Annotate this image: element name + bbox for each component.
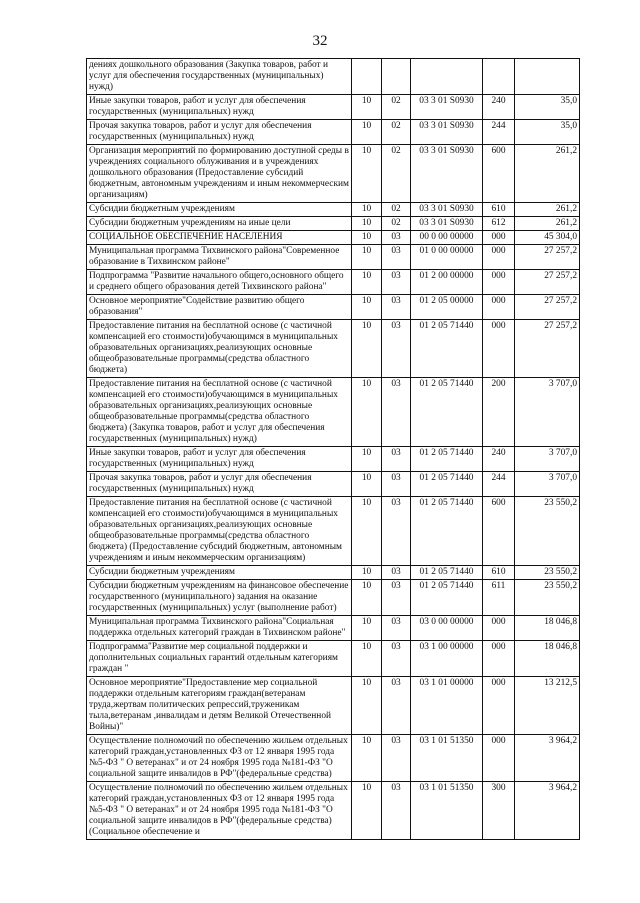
amount: 27 257,2: [515, 295, 580, 320]
expense-type-code: 200: [483, 378, 515, 447]
subsection-code: 02: [382, 217, 411, 231]
subsection-code: 03: [382, 270, 411, 295]
section-code: 10: [352, 497, 382, 566]
section-code: 10: [352, 320, 382, 378]
table-row: [87, 566, 580, 580]
subsection-code: [382, 59, 411, 95]
expense-type-code: 000: [483, 231, 515, 245]
amount: 23 550,2: [515, 497, 580, 566]
amount: 18 046,8: [515, 641, 580, 677]
table-row: [87, 270, 580, 295]
subsection-code: 03: [382, 497, 411, 566]
amount: 27 257,2: [515, 245, 580, 270]
section-code: 10: [352, 580, 382, 616]
amount: 3 707,0: [515, 447, 580, 472]
subsection-code: 03: [382, 378, 411, 447]
target-article-code: 01 2 05 71440: [411, 497, 483, 566]
item-name: Предоставление питания на бесплатной основе (с частичной компенсацией его стоимости)обучающимся в муниципальных образовательных организациях,реализующих основные общеобразовательные программы(средства областного бюджета): [87, 320, 352, 378]
section-code: 10: [352, 472, 382, 497]
item-name: Осуществление полномочий по обеспечению жильем отдельных категорий граждан,установленных ФЗ от 12 января 1995 года №5-ФЗ " О ветеранах" и от 24 ноября 1995 года №181-ФЗ "О социальной защите инвалидов в РФ"(федеральные средства) (Социальное обеспечение и: [87, 782, 352, 840]
amount: 35,0: [515, 95, 580, 120]
table-row: [87, 120, 580, 145]
expense-type-code: 000: [483, 616, 515, 641]
expense-type-code: 600: [483, 497, 515, 566]
item-name: Прочая закупка товаров, работ и услуг для обеспечения государственных (муниципальных) нужд: [87, 120, 352, 145]
item-name: Субсидии бюджетным учреждениям на финансовое обеспечение государственного (муниципального) задания на оказание государственных (муниципальных) услуг (выполнение работ): [87, 580, 352, 616]
subsection-code: 03: [382, 735, 411, 782]
expense-type-code: 000: [483, 320, 515, 378]
subsection-code: 03: [382, 641, 411, 677]
section-code: 10: [352, 270, 382, 295]
section-code: 10: [352, 735, 382, 782]
section-code: 10: [352, 616, 382, 641]
section-code: 10: [352, 145, 382, 203]
expense-type-code: 244: [483, 472, 515, 497]
expense-type-code: 610: [483, 566, 515, 580]
target-article-code: 01 2 05 00000: [411, 295, 483, 320]
target-article-code: 03 1 01 51350: [411, 782, 483, 840]
expense-type-code: 240: [483, 95, 515, 120]
table-row: [87, 735, 580, 782]
subsection-code: 03: [382, 447, 411, 472]
section-code: 10: [352, 447, 382, 472]
target-article-code: 01 2 05 71440: [411, 447, 483, 472]
target-article-code: 03 3 01 S0930: [411, 217, 483, 231]
table-row: [87, 447, 580, 472]
subsection-code: 03: [382, 616, 411, 641]
table-row: [87, 145, 580, 203]
subsection-code: 03: [382, 295, 411, 320]
amount: 261,2: [515, 145, 580, 203]
amount: [515, 59, 580, 95]
target-article-code: 01 2 05 71440: [411, 580, 483, 616]
budget-table-body: [87, 59, 580, 840]
target-article-code: 01 2 05 71440: [411, 566, 483, 580]
target-article-code: 00 0 00 00000: [411, 231, 483, 245]
target-article-code: [411, 59, 483, 95]
item-name: Подпрограмма "Развитие начального общего,основного общего и среднего общего образования детей Тихвинского района": [87, 270, 352, 295]
amount: 261,2: [515, 203, 580, 217]
item-name: СОЦИАЛЬНОЕ ОБЕСПЕЧЕНИЕ НАСЕЛЕНИЯ: [87, 231, 352, 245]
page-number: 32: [312, 33, 328, 49]
subsection-code: 03: [382, 782, 411, 840]
table-row: [87, 231, 580, 245]
target-article-code: 03 3 01 S0930: [411, 120, 483, 145]
table-row: [87, 472, 580, 497]
section-code: 10: [352, 95, 382, 120]
expense-type-code: [483, 59, 515, 95]
item-name: Муниципальная программа Тихвинского района"Социальная поддержка отдельных категорий граждан в Тихвинском районе": [87, 616, 352, 641]
amount: 35,0: [515, 120, 580, 145]
expense-type-code: 000: [483, 735, 515, 782]
item-name: Иные закупки товаров, работ и услуг для обеспечения государственных (муниципальных) нужд: [87, 95, 352, 120]
table-row: [87, 95, 580, 120]
subsection-code: 03: [382, 580, 411, 616]
section-code: 10: [352, 677, 382, 735]
subsection-code: 03: [382, 677, 411, 735]
item-name: дениях дошкольного образования (Закупка товаров, работ и услуг для обеспечения государственных (муниципальных) нужд): [87, 59, 352, 95]
subsection-code: 03: [382, 231, 411, 245]
amount: 23 550,2: [515, 580, 580, 616]
expense-type-code: 610: [483, 203, 515, 217]
table-row: [87, 497, 580, 566]
section-code: 10: [352, 295, 382, 320]
target-article-code: 03 1 01 51350: [411, 735, 483, 782]
target-article-code: 03 3 01 S0930: [411, 203, 483, 217]
expense-type-code: 000: [483, 245, 515, 270]
amount: 27 257,2: [515, 270, 580, 295]
item-name: Прочая закупка товаров, работ и услуг для обеспечения государственных (муниципальных) нужд: [87, 472, 352, 497]
item-name: Иные закупки товаров, работ и услуг для обеспечения государственных (муниципальных) нужд: [87, 447, 352, 472]
subsection-code: 02: [382, 203, 411, 217]
item-name: Основное мероприятие"Содействие развитию общего образования": [87, 295, 352, 320]
amount: 23 550,2: [515, 566, 580, 580]
table-row: [87, 641, 580, 677]
subsection-code: 03: [382, 566, 411, 580]
item-name: Субсидии бюджетным учреждениям на иные цели: [87, 217, 352, 231]
target-article-code: 01 2 00 00000: [411, 270, 483, 295]
table-row: [87, 295, 580, 320]
table-row: [87, 245, 580, 270]
item-name: Предоставление питания на бесплатной основе (с частичной компенсацией его стоимости)обучающимся в муниципальных образовательных организациях,реализующих основные общеобразовательные программы(средства областного бюджета) (Предоставление субсидий бюджетным, автономным учреждениям и иным некоммерческим организациям): [87, 497, 352, 566]
table-row: [87, 782, 580, 840]
subsection-code: 03: [382, 320, 411, 378]
section-code: 10: [352, 217, 382, 231]
target-article-code: 03 1 00 00000: [411, 641, 483, 677]
subsection-code: 02: [382, 145, 411, 203]
item-name: Основное мероприятие"Предоставление мер социальной поддержки отдельным категориям граждан(ветеранам труда,жертвам политических репрессий,труженикам тыла,ветеранам ,инвалидам и детям Великой Отечественной Войны)": [87, 677, 352, 735]
expense-type-code: 000: [483, 295, 515, 320]
table-row: [87, 217, 580, 231]
amount: 3 964,2: [515, 735, 580, 782]
target-article-code: 03 0 00 00000: [411, 616, 483, 641]
amount: 27 257,2: [515, 320, 580, 378]
section-code: 10: [352, 245, 382, 270]
target-article-code: 01 2 05 71440: [411, 472, 483, 497]
table-row: [87, 378, 580, 447]
item-name: Муниципальная программа Тихвинского района"Современное образование в Тихвинском районе": [87, 245, 352, 270]
item-name: Организация мероприятий по формированию доступной среды в учреждениях социального облуживания и в учреждениях дошкольного образования (Предоставление субсидий бюджетным, автономным учреждениям и иным некоммерческим организациям): [87, 145, 352, 203]
amount: 13 212,5: [515, 677, 580, 735]
section-code: 10: [352, 641, 382, 677]
section-code: 10: [352, 120, 382, 145]
table-row: [87, 203, 580, 217]
table-row: [87, 616, 580, 641]
amount: 18 046,8: [515, 616, 580, 641]
expense-type-code: 244: [483, 120, 515, 145]
table-row: [87, 677, 580, 735]
subsection-code: 02: [382, 120, 411, 145]
target-article-code: 01 2 05 71440: [411, 320, 483, 378]
target-article-code: 03 1 01 00000: [411, 677, 483, 735]
subsection-code: 03: [382, 472, 411, 497]
target-article-code: 03 3 01 S0930: [411, 145, 483, 203]
section-code: 10: [352, 231, 382, 245]
section-code: 10: [352, 203, 382, 217]
expense-type-code: 300: [483, 782, 515, 840]
budget-table: [86, 58, 580, 840]
section-code: 10: [352, 782, 382, 840]
amount: 3 707,0: [515, 472, 580, 497]
expense-type-code: 000: [483, 677, 515, 735]
expense-type-code: 612: [483, 217, 515, 231]
expense-type-code: 240: [483, 447, 515, 472]
amount: 261,2: [515, 217, 580, 231]
item-name: Субсидии бюджетным учреждениям: [87, 566, 352, 580]
target-article-code: 03 3 01 S0930: [411, 95, 483, 120]
expense-type-code: 600: [483, 145, 515, 203]
item-name: Подпрограмма"Развитие мер социальной поддержки и дополнительных социальных гарантий отдельным категориям граждан ": [87, 641, 352, 677]
subsection-code: 03: [382, 245, 411, 270]
expense-type-code: 000: [483, 641, 515, 677]
item-name: Предоставление питания на бесплатной основе (с частичной компенсацией его стоимости)обучающимся в муниципальных образовательных организациях,реализующих основные общеобразовательные программы(средства областного бюджета) (Закупка товаров, работ и услуг для обеспечения государственных (муниципальных) нужд): [87, 378, 352, 447]
expense-type-code: 611: [483, 580, 515, 616]
amount: 3 707,0: [515, 378, 580, 447]
target-article-code: 01 0 00 00000: [411, 245, 483, 270]
table-row: [87, 59, 580, 95]
table-row: [87, 580, 580, 616]
amount: 45 304,0: [515, 231, 580, 245]
section-code: [352, 59, 382, 95]
expense-type-code: 000: [483, 270, 515, 295]
target-article-code: 01 2 05 71440: [411, 378, 483, 447]
item-name: Осуществление полномочий по обеспечению жильем отдельных категорий граждан,установленных ФЗ от 12 января 1995 года №5-ФЗ " О ветеранах" и от 24 ноября 1995 года №181-ФЗ "О социальной защите инвалидов в РФ"(федеральные средства): [87, 735, 352, 782]
subsection-code: 02: [382, 95, 411, 120]
table-row: [87, 320, 580, 378]
section-code: 10: [352, 566, 382, 580]
item-name: Субсидии бюджетным учреждениям: [87, 203, 352, 217]
amount: 3 964,2: [515, 782, 580, 840]
section-code: 10: [352, 378, 382, 447]
